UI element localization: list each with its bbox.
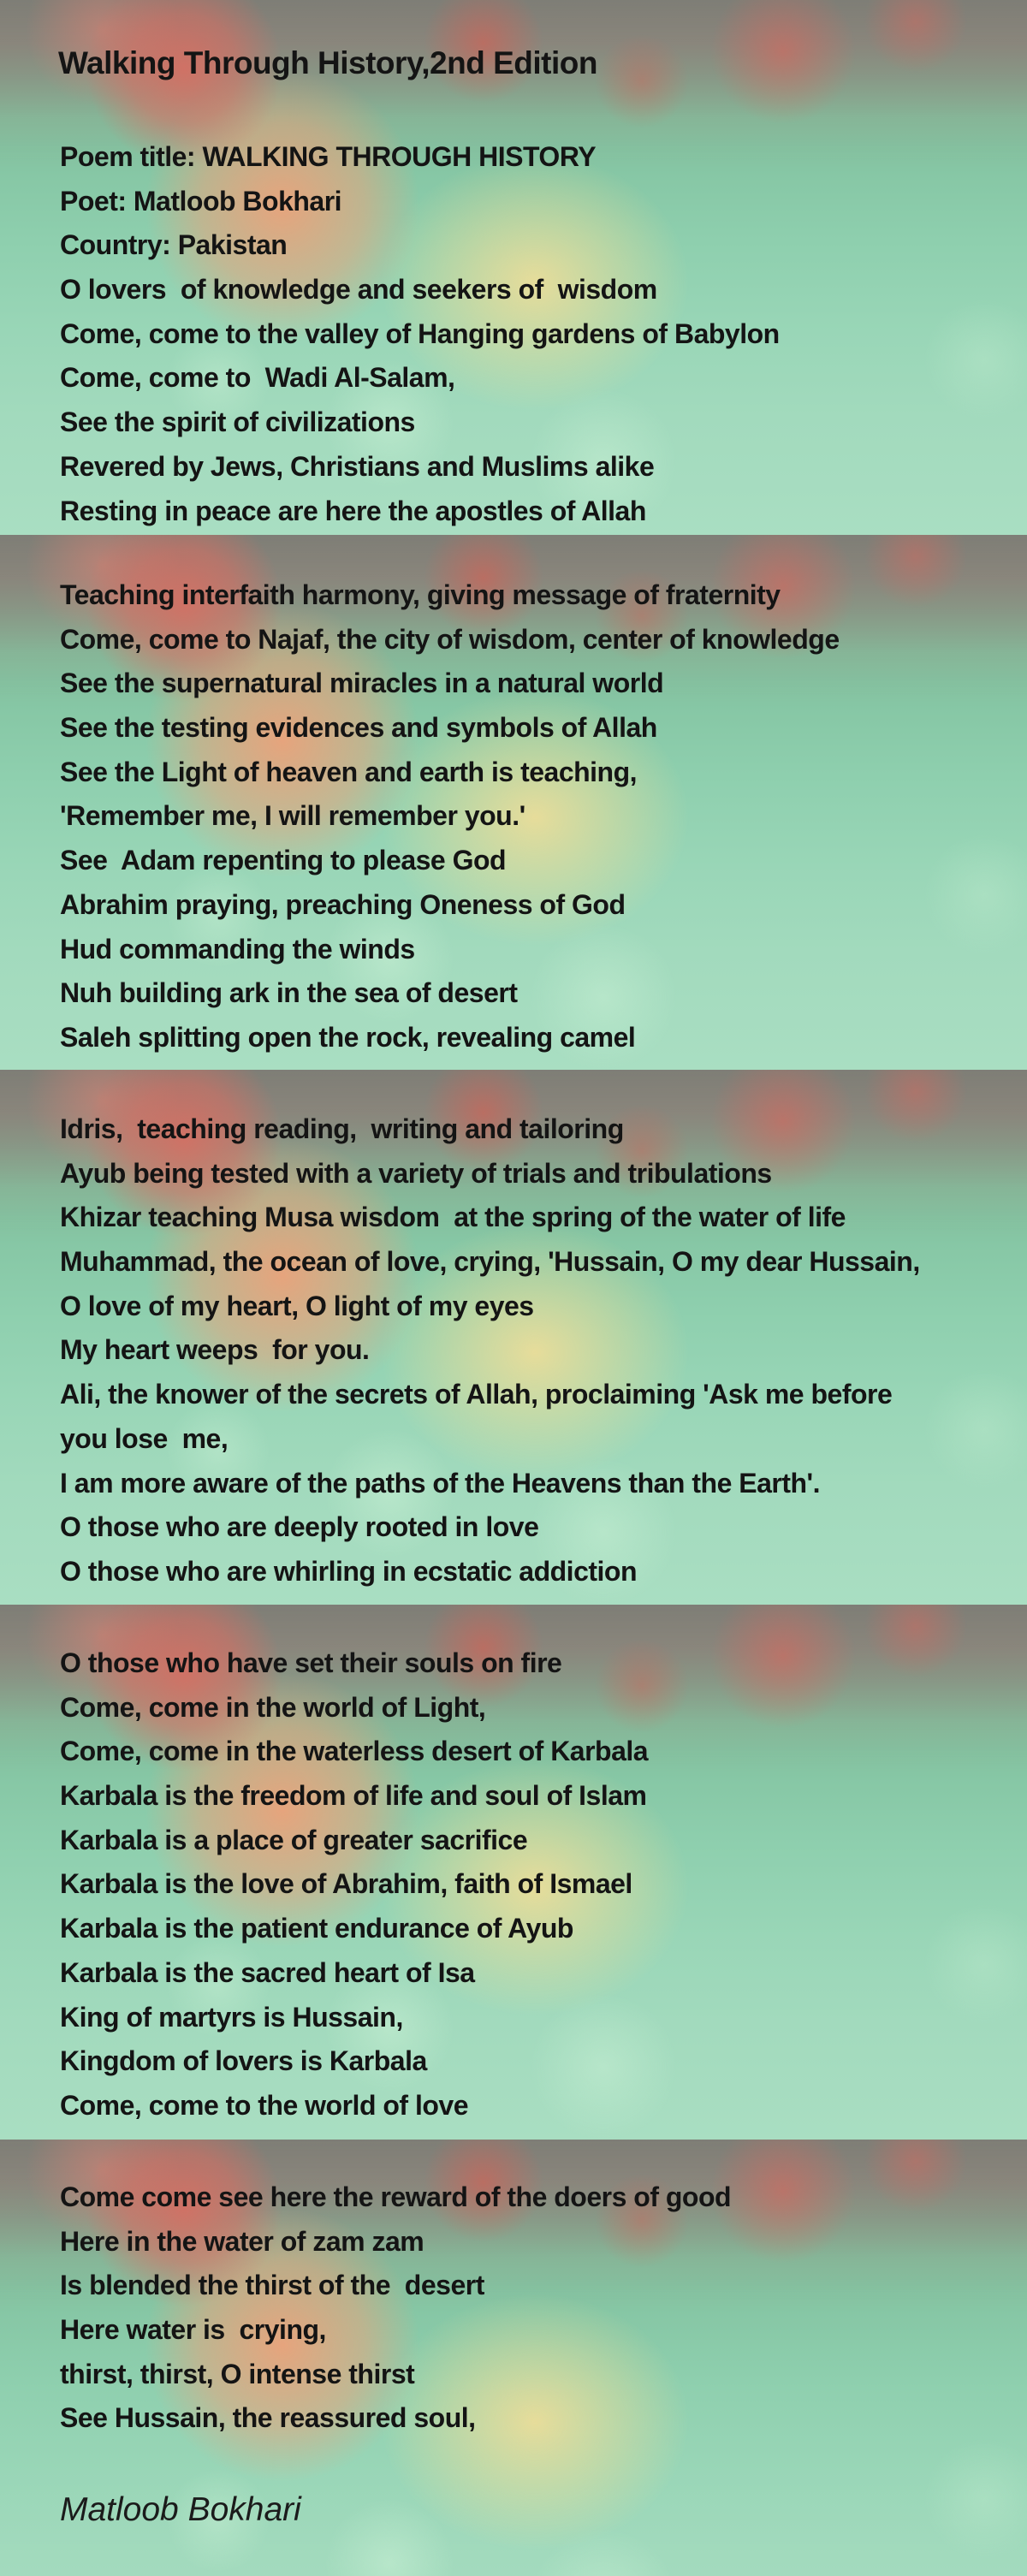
stanza-4	[60, 1641, 648, 2128]
poem-line: O those who are whirling in ecstatic addiction	[60, 1555, 637, 1587]
poem-line: O those who have set their souls on fire	[60, 1647, 562, 1678]
poem-line: Idris, teaching reading, writing and tailoring	[60, 1113, 624, 1144]
poem-line: Abrahim praying, preaching Oneness of God	[60, 888, 626, 920]
poem-line: Muhammad, the ocean of love, crying, 'Hussain, O my dear Hussain,	[60, 1246, 920, 1278]
poem-line: Karbala is the sacred heart of Isa	[60, 1956, 475, 1988]
poem-line: Revered by Jews, Christians and Muslims alike	[60, 450, 655, 482]
poem-line: Here water is crying,	[60, 2314, 326, 2346]
stanza-1	[60, 135, 780, 533]
stanza-2	[60, 573, 840, 1060]
poem-line: you lose me,	[60, 1422, 229, 1454]
poem-line: O lovers of knowledge and seekers of wisdom	[60, 274, 657, 306]
poem-line: King of martyrs is Hussain,	[60, 2001, 403, 2033]
stanza-3	[60, 1107, 920, 1594]
poem-line: See the spirit of civilizations	[60, 407, 415, 438]
poem-line: Come, come in the waterless desert of Karbala	[60, 1736, 649, 1767]
poem-line: 'Remember me, I will remember you.'	[60, 800, 525, 832]
poem-line: Ali, the knower of the secrets of Allah, proclaiming 'Ask me before	[60, 1379, 893, 1410]
poem-line: Come, come to the world of love	[60, 2089, 468, 2121]
stanza-5	[60, 2175, 731, 2441]
poem-line: See Hussain, the reassured soul,	[60, 2402, 476, 2434]
poem-line: Karbala is the love of Abrahim, faith of Ismael	[60, 1868, 632, 1900]
poem-line: Here in the water of zam zam	[60, 2225, 424, 2257]
poem-line: Teaching interfaith harmony, giving message of fraternity	[60, 579, 781, 610]
poem-line: Ayub being tested with a variety of trials and tribulations	[60, 1157, 772, 1189]
poem-line: Come come see here the reward of the doers of good	[60, 2181, 732, 2212]
poem-line: Nuh building ark in the sea of desert	[60, 977, 518, 1009]
poem-line: Come, come in the world of Light,	[60, 1691, 486, 1723]
poem-line: Karbala is the freedom of life and soul of Islam	[60, 1780, 647, 1812]
poem-line: Is blended the thirst of the desert	[60, 2270, 484, 2301]
poem-line: Come, come to the valley of Hanging gardens of Babylon	[60, 318, 780, 349]
poem-line: Country: Pakistan	[60, 229, 288, 261]
poem-line: See the testing evidences and symbols of Allah	[60, 712, 657, 744]
poem-line: See the supernatural miracles in a natural world	[60, 668, 664, 699]
poem-line: O love of my heart, O light of my eyes	[60, 1290, 534, 1321]
poem-line: See Adam repenting to please God	[60, 845, 507, 876]
page-title: Walking Through History,2nd Edition	[58, 45, 597, 80]
poem-line: Saleh splitting open the rock, revealing camel	[60, 1021, 636, 1053]
poem-line: thirst, thirst, O intense thirst	[60, 2358, 415, 2389]
poem-line: Come, come to Najaf, the city of wisdom, center of knowledge	[60, 623, 840, 655]
poem-line: O those who are deeply rooted in love	[60, 1511, 539, 1543]
poem-line: Hud commanding the winds	[60, 933, 415, 965]
poem-line: Karbala is a place of greater sacrifice	[60, 1824, 528, 1855]
poem-line: See the Light of heaven and earth is teaching,	[60, 756, 638, 787]
poem-line: Poet: Matloob Bokhari	[60, 185, 342, 217]
poem-line: Khizar teaching Musa wisdom at the spring of the water of life	[60, 1202, 846, 1233]
poem-line: I am more aware of the paths of the Heavens than the Earth'.	[60, 1467, 821, 1499]
poet-signature: Matloob Bokhari	[60, 2491, 301, 2528]
poem-line: Resting in peace are here the apostles of Allah	[60, 495, 646, 526]
poem-line: Karbala is the patient endurance of Ayub	[60, 1913, 573, 1944]
poem-line: Poem title: WALKING THROUGH HISTORY	[60, 141, 597, 172]
poem-line: Kingdom of lovers is Karbala	[60, 2045, 427, 2077]
poem-line: Come, come to Wadi Al-Salam,	[60, 362, 455, 394]
poem-line: My heart weeps for you.	[60, 1334, 370, 1366]
